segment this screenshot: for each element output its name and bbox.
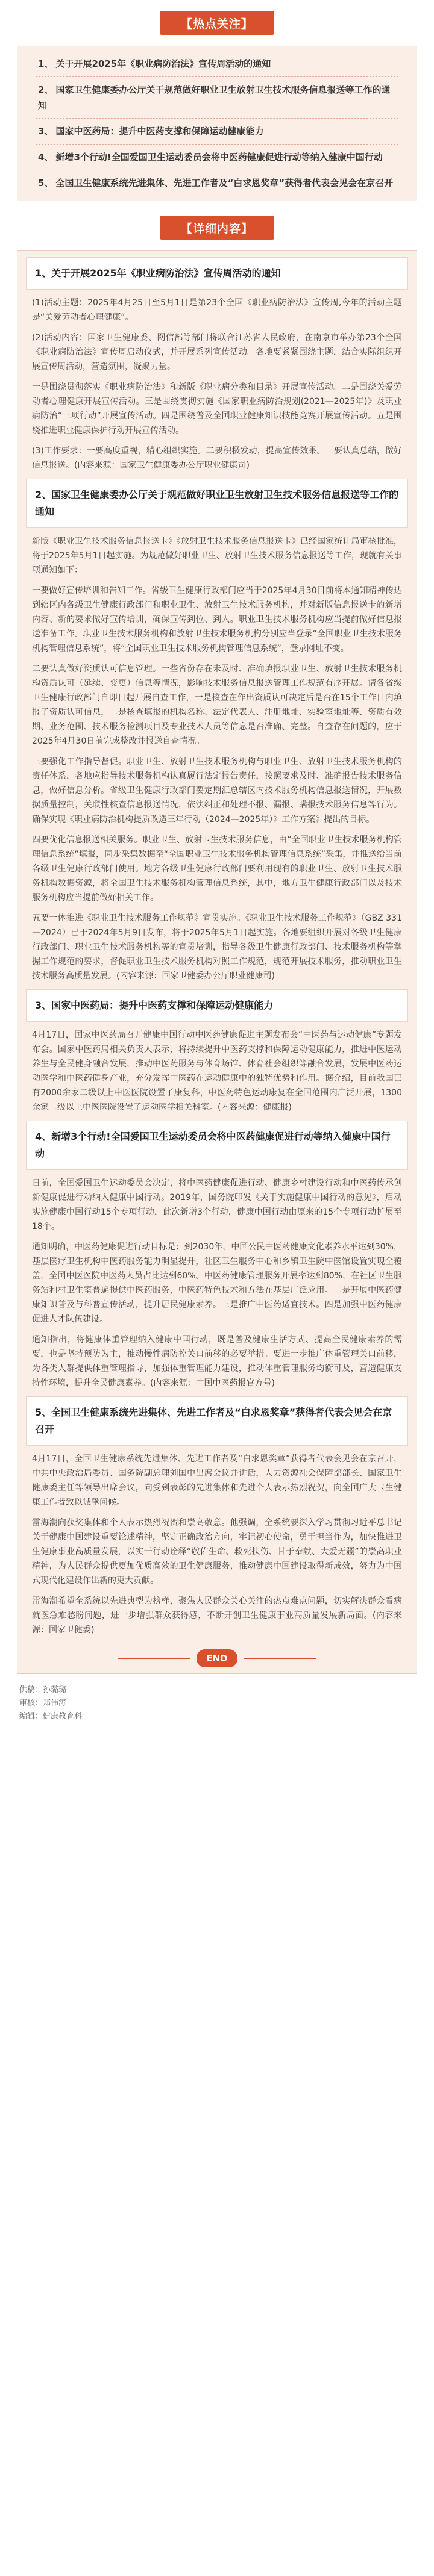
article-title: 1、关于开展2025年《职业病防治法》宣传周活动的通知 xyxy=(26,257,408,290)
article-paragraph: 雷海潮希望全系统以先进典型为榜样，聚焦人民群众关心关注的热点难点问题，切实解决群众看病就医急难愁盼问题，进一步增强群众获得感，不断开创卫生健康事业高质量发展新局面。(内容来源：国家卫健委) xyxy=(32,1596,402,1635)
article-title: 4、新增3个行动!全国爱国卫生运动委员会将中医药健康促进行动等纳入健康中国行动 xyxy=(26,1121,408,1170)
article-title: 3、国家中医药局：提升中医药支撑和保障运动健康能力 xyxy=(26,989,408,1022)
details-banner: 【详细内容】 xyxy=(160,216,274,240)
details-card xyxy=(17,250,417,1674)
article-paragraph: 四要优化信息报送相关服务。职业卫生、放射卫生技术服务信息，由“全国职业卫生技术服务机构管理信息系统”填报，同步采集数据至“全国职业卫生技术服务机构管理信息系统”采集，并推送给当前各级卫生健康行政部门使用。地方各级卫生健康行政部门要利用现有的职业卫生、放射卫生技术服务机构数据资源，将全国卫生技术服务机构管理信息系统，其中，地方卫生健康行政部门以及技术服务机构应当提前做好相关工作。 xyxy=(32,835,402,903)
hot-item[interactable]: 2、 国家卫生健康委办公厅关于规范做好职业卫生放射卫生技术服务信息报送等工作的通知 xyxy=(38,84,391,111)
article-paragraph: 二要认真做好资质认可信息管理。一些省份存在未及时、准确填报职业卫生、放射卫生技术服务机构资质认可（延续、变更）信息等情况，影响技术服务信息报送管理工作规范有序开展。请各省级卫生健康行政部门自即日起开展自查工作，一是核查在作出资质认可决定后是否在15个工作日内填报了资质认可信息，二是核查填报的机构名称、法定代表人、注册地址、实验室地址等、资质有效期、业务范围、技术服务检测项目及专业技术人员等信息是否准确、完整。自查存在问题的，应于2025年4月30日前完成整改并报送自查情况。 xyxy=(32,664,402,746)
hot-item[interactable]: 1、 关于开展2025年《职业病防治法》宣传周活动的通知 xyxy=(38,58,271,69)
credit-line: 编辑：健康教育科 xyxy=(19,1712,83,1721)
end-marker xyxy=(17,1649,417,1667)
article-paragraph: 日前，全国爱国卫生运动委员会决定，将中医药健康促进行动、健康乡村建设行动和中医药传承创新健康促进行动纳入健康中国行动。2019年，国务院印发《关于实施健康中国行动的意见》，启动实施健康中国行动15个专项行动，此次新增3个行动，健康中国行动由原来的15个专项行动扩展至18个。 xyxy=(32,1178,402,1231)
divider xyxy=(36,144,398,145)
hot-topics-banner: 【热点关注】 xyxy=(160,11,274,35)
article-paragraph: 4月17日，国家中医药局召开健康中国行动中医药健康促进主题发布会“中医药与运动健康”专题发布会。国家中医药局相关负责人表示，将持续提升中医药支撑和保障运动健康能力，推进中医运动养生与全民健身融合发展，推动中医药服务与体育场馆、体育社会组织等融合发展，发展中医药运动医学和中医药健身产业，充分发挥中医药在运动健康中的独特优势和作用。据介绍，目前我国已有2000余家二级以上中医医院设置了康复科，中医药特色运动康复在全国范围内广泛开展，1300余家二级以上中医医院设置了运动医学相关科室。(内容来源：健康报) xyxy=(32,1030,402,1112)
article-paragraph: 一是围绕贯彻落实《职业病防治法》和新版《职业病分类和目录》开展宣传活动。二是围绕关爱劳动者心理健康开展宣传活动。三是围绕贯彻实施《国家职业病防治规划(2021—2025年)》及职业病防治“三项行动”开展宣传活动。四是围绕普及全国职业健康知识技能竞赛开展宣传活动。五是围绕推进职业健康保护行动开展宣传活动。 xyxy=(32,382,402,435)
article-title: 2、国家卫生健康委办公厅关于规范做好职业卫生放射卫生技术服务信息报送等工作的通知 xyxy=(26,479,408,528)
credits xyxy=(0,1684,434,1723)
article-paragraph: 通知明确，中医药健康促进行动目标是：到2030年，中国公民中医药健康文化素养水平达到30%，基层医疗卫生机构中医药服务能力明显提升，社区卫生服务中心和乡镇卫生院中医馆设置实现全覆盖，全国中医医院中医药人员占比达到60%。中医药健康管理服务开展率达到80%，在社区卫生服务站和村卫生室普遍提供中医药服务，中医药特色技术和方法在基层广泛应用。二是开展中医药健康知识普及与科普宣传活动，提升居民健康素养。三是推广中医药适宜技术。四是加强中医药健康促进人才队伍建设。 xyxy=(32,1242,402,1324)
article-title: 5、全国卫生健康系统先进集体、先进工作者及“白求恩奖章”获得者代表会见会在京召开 xyxy=(26,1396,408,1446)
divider xyxy=(36,76,398,77)
article-paragraph: 雷海潮向获奖集体和个人表示热烈祝贺和崇高敬意。他强调，全系统要深入学习贯彻习近平总书记关于健康中国建设重要论述精神，坚定正确政治方向，牢记初心使命，勇于担当作为，加快推进卫生健康事业高质量发展，以实干行动诠释“敬佑生命、救死扶伤、甘于奉献、大爱无疆”的崇高职业精神，为人民群众提供更加优质高效的卫生健康服务，推动健康中国建设取得新成效，努力为中国式现代化建设作出新的更大贡献。 xyxy=(32,1518,402,1585)
article-paragraph: 通知指出，将健康体重管理纳入健康中国行动，既是普及健康生活方式、提高全民健康素养的需要，也是坚持预防为主，推动慢性病防控关口前移的必要举措。要进一步推广体重管理关口前移，为各类人群提供体重管理指导，加强体重管理能力建设，推动体重管理服务均衡可及，营造健康支持性环境，提升全民健康素养。(内容来源：中国中医药报官方号) xyxy=(32,1335,402,1388)
credit-line: 审核：郑伟涛 xyxy=(19,1699,67,1708)
article-paragraph: 一要做好宣传培训和告知工作。省级卫生健康行政部门应当于2025年4月30日前将本通知精神传达到辖区内各级卫生健康行政部门和职业卫生、放射卫生技术服务机构，并对新版信息报送卡的新增内容、新的要求做好宣传培训，确保宣传到位、到人。职业卫生技术服务机构应当提前做好信息报送准备工作。职业卫生技术服务机构和放射卫生技术服务机构分别应当登录“全国职业卫生技术服务机构管理信息系统”，将“全国职业卫生技术服务机构管理信息系统”，登录网址不变。 xyxy=(32,586,402,653)
article-paragraph: 五要一体推进《职业卫生技术服务工作规范》宣贯实施。《职业卫生技术服务工作规范》（GBZ 331—2024）已于2024年5月9日发布，将于2025年5月1日起实施。各地要组织开展对各级卫生健康行政部门、职业卫生技术服务机构等的宣贯培训，指导各级卫生健康行政部门、技术服务机构等掌握工作规范的要求，督促职业卫生技术服务机构对照工作规范，规范开展技术服务，推动职业卫生技术服务高质量发展。(内容来源：国家卫健委办公厅职业健康司) xyxy=(32,913,402,981)
article-paragraph: (1)活动主题：2025年4月25日至5月1日是第23个全国《职业病防治法》宣传周,今年的活动主题是“关爱劳动者心理健康”。 xyxy=(32,298,402,322)
article-paragraph: 新版《职业卫生技术服务信息报送卡》《放射卫生技术服务信息报送卡》已经国家统计局审核批准，将于2025年5月1日起实施。为规范做好职业卫生、放射卫生技术服务信息报送等工作，现就有关事项通知如下： xyxy=(32,537,402,575)
article-paragraph: 4月17日，全国卫生健康系统先进集体、先进工作者及“白求恩奖章”获得者代表会见会在京召开，中共中央政治局委员、国务院副总理刘国中出席会议并讲话，人力资源社会保障部部长、国家卫生健康委主任等领导出席会议，向受到表彰的先进集体和先进个人表示热烈祝贺，向全国广大卫生健康工作者致以诚挚问候。 xyxy=(32,1454,402,1507)
article-paragraph: (3)工作要求：一要高度重视，精心组织实施。二要积极发动，提高宣传效果。三要认真总结，做好信息报送。(内容来源：国家卫生健康委办公厅职业健康司) xyxy=(32,446,402,470)
end-badge: END xyxy=(197,1649,237,1667)
article-paragraph: (2)活动内容：国家卫生健康委、网信部等部门将联合江苏省人民政府，在南京市举办第23个全国《职业病防治法》宣传周启动仪式，并开展系列宣传活动。各地要紧紧围绕主题，结合实际组织开展宣传周活动，营造氛围，凝聚力量。 xyxy=(32,333,402,372)
divider xyxy=(36,118,398,119)
hot-item[interactable]: 4、 新增3个行动!全国爱国卫生运动委员会将中医药健康促进行动等纳入健康中国行动 xyxy=(38,152,383,163)
end-line-right xyxy=(244,1658,316,1659)
hot-item[interactable]: 3、 国家中医药局：提升中医药支撑和保障运动健康能力 xyxy=(38,126,264,137)
end-line-left xyxy=(118,1658,190,1659)
article-paragraph: 三要强化工作指导督促。职业卫生、放射卫生技术服务机构与职业卫生、放射卫生技术服务机构的责任体系，各地应指导技术服务机构认真履行法定报告责任，按照要求及时、准确报告技术服务信息，做好信息分析。省级卫生健康行政部门要定期汇总辖区内技术服务机构信息报送情况，开展数据质量控制，关联性核查信息报送情况，依法纠正和处理不报、漏报、瞒报技术服务信息等行为。确保实现《职业病防治机构提质改造三年行动（2024—2025年）》工作方案》提出的目标。 xyxy=(32,757,402,824)
credit-line: 供稿：孙璐璐 xyxy=(19,1685,67,1694)
hot-item[interactable]: 5、 全国卫生健康系统先进集体、先进工作者及“白求恩奖章”获得者代表会见会在京召开 xyxy=(38,178,394,188)
hot-topics-card xyxy=(17,46,417,201)
